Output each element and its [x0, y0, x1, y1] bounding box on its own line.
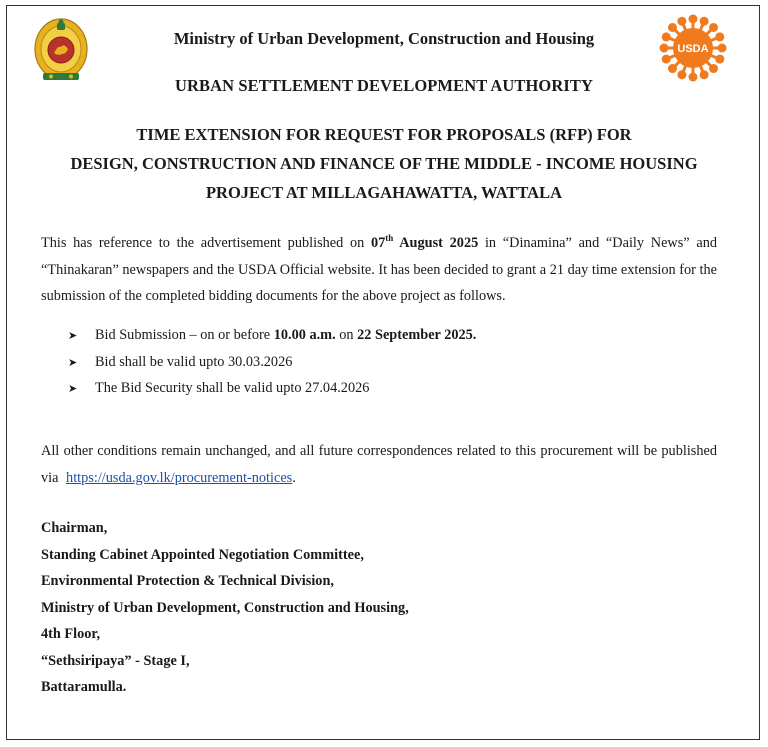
arrow-bullet-icon: ➤	[68, 329, 78, 342]
signature-line: Ministry of Urban Development, Construction and Housing,	[41, 599, 409, 616]
signature-line: “Sethsiripaya” - Stage I,	[41, 652, 190, 669]
advert-date-suffix: th	[385, 233, 394, 244]
bid-submission-time: 10.00 a.m.	[273, 327, 336, 343]
title-line-1: TIME EXTENSION FOR REQUEST FOR PROPOSALS (RFP) FOR	[136, 125, 632, 144]
intro-paragraph	[41, 230, 717, 310]
procurement-notices-link[interactable]: https://usda.gov.lk/procurement-notices	[66, 469, 293, 486]
bid-security-text: The Bid Security shall be valid upto 27.04.2026	[95, 380, 370, 396]
list-item	[68, 322, 476, 349]
title-line-3: PROJECT AT MILLAGAHAWATTA, WATTALA	[205, 183, 563, 202]
bid-submission-label: Bid Submission – on or before	[95, 327, 274, 343]
notice-title	[0, 120, 768, 207]
arrow-bullet-icon: ➤	[68, 355, 78, 369]
signature-line: 4th Floor,	[41, 626, 101, 642]
closing-paragraph	[41, 438, 717, 491]
list-item	[68, 375, 476, 402]
advert-date-day: 07	[371, 235, 386, 251]
bid-validity-text: Bid shall be valid upto 30.03.2026	[95, 353, 293, 370]
sri-lanka-emblem-icon	[33, 17, 89, 85]
signature-line: Environmental Protection & Technical Division,	[41, 573, 334, 589]
advert-date	[371, 235, 478, 251]
signature-block	[41, 515, 409, 701]
signature-line: Standing Cabinet Appointed Negotiation Committee,	[41, 546, 364, 563]
bid-submission-on: on	[335, 327, 358, 343]
title-line-2: DESIGN, CONSTRUCTION AND FINANCE OF THE MIDDLE - INCOME HOUSING	[70, 154, 698, 173]
closing-period: .	[292, 469, 296, 486]
ministry-heading: Ministry of Urban Development, Construction and Housing	[173, 29, 595, 48]
intro-text-start: This has reference to the advertisement published on	[41, 235, 371, 251]
bid-submission-date: 22 September 2025.	[357, 327, 477, 343]
intro-text-end: in “Dinamina” and “Daily News” and “Thinakaran” newspapers and the USDA Official website. It has been decided to grant a 21 day time extension for the submission of the completed bidding documents for the above project as follows.	[41, 235, 718, 304]
bid-details-list	[68, 322, 476, 402]
signature-line: Chairman,	[41, 520, 108, 536]
signature-line: Battaramulla.	[41, 679, 127, 695]
arrow-bullet-icon: ➤	[68, 382, 78, 395]
advert-date-rest: August 2025	[393, 235, 479, 251]
usda-logo-text: USDA	[677, 43, 709, 55]
authority-heading: URBAN SETTLEMENT DEVELOPMENT AUTHORITY	[174, 76, 594, 95]
list-item	[68, 349, 476, 376]
closing-text: All other conditions remain unchanged, and all future correspondences related to this procurement will be published via	[41, 443, 717, 486]
